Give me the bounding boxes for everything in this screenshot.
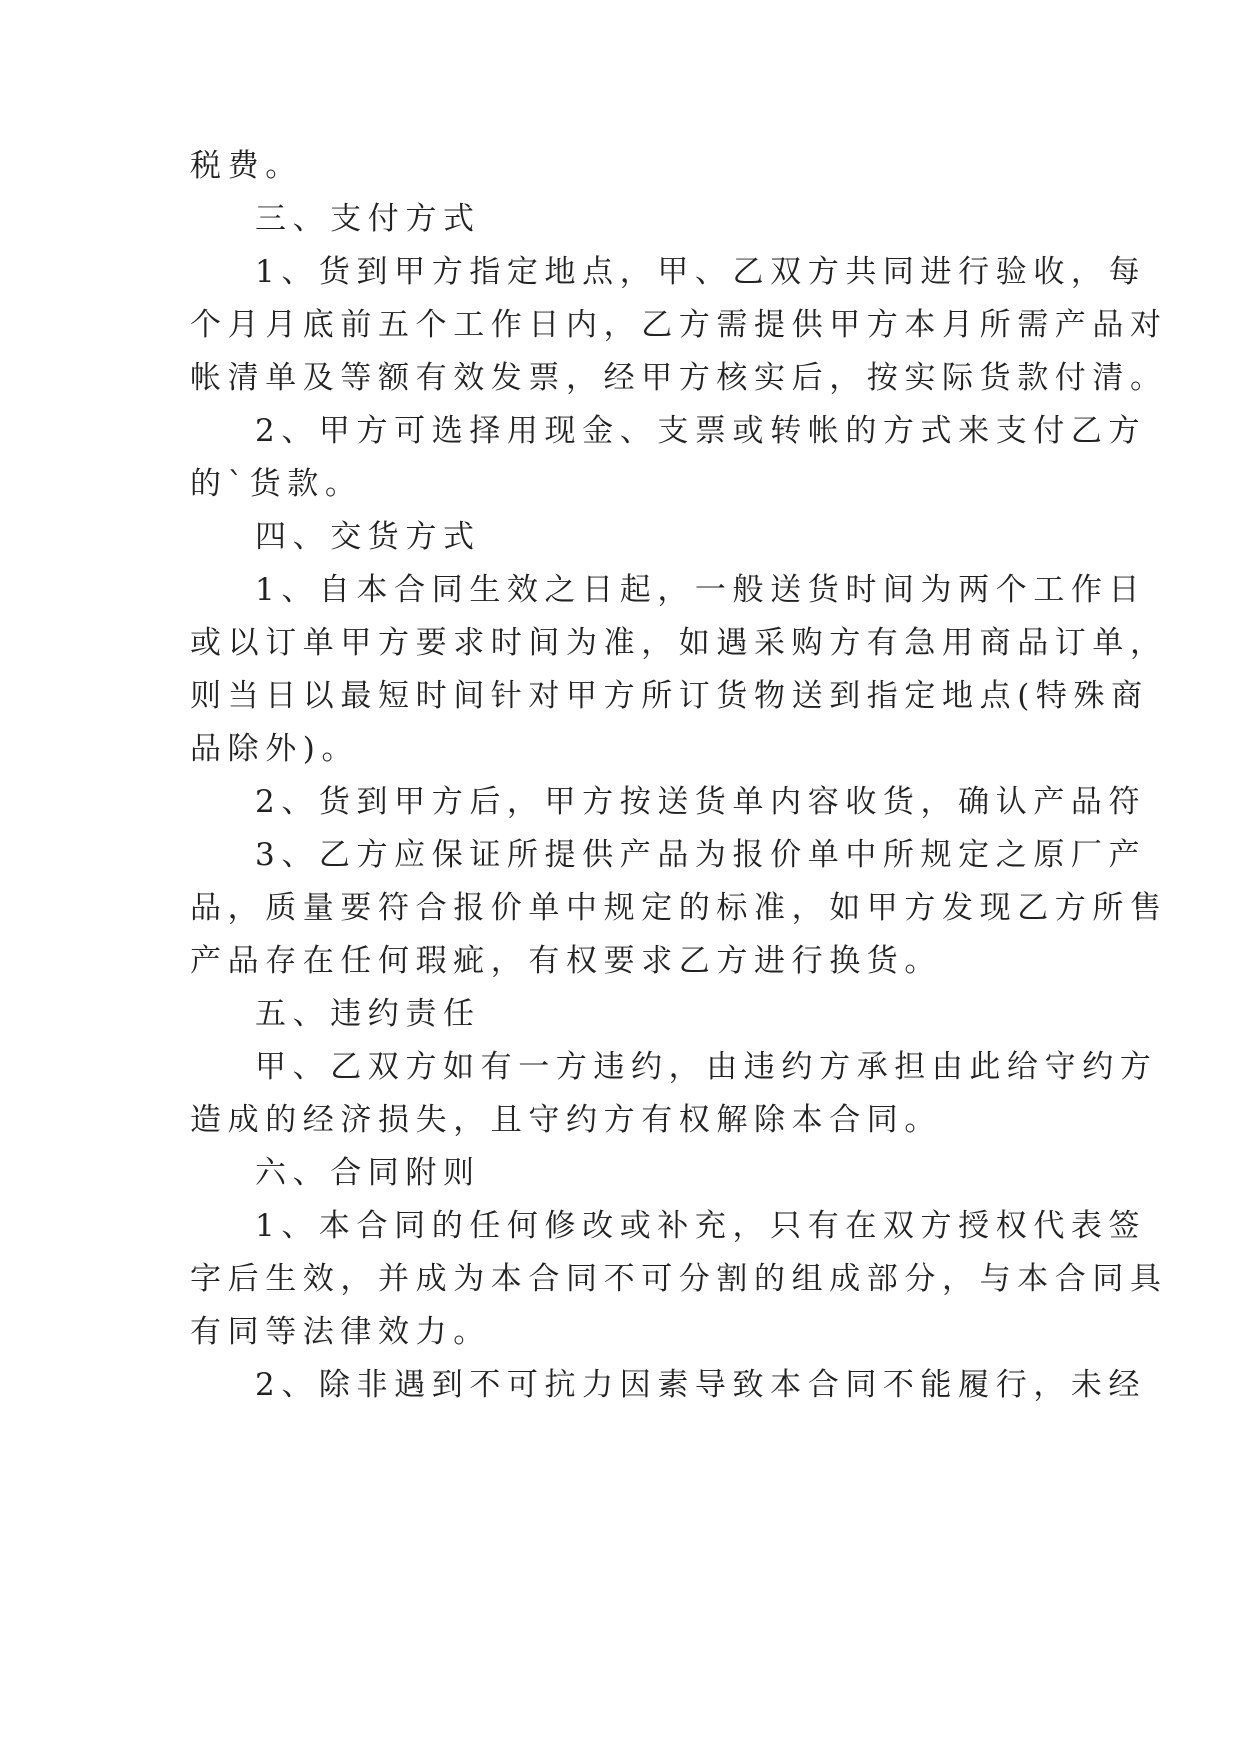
- section-heading: 四、交货方式: [255, 519, 481, 555]
- text-line: 或以订单甲方要求时间为准，如遇采购方有急用商品订单，: [190, 625, 1168, 661]
- section-heading: 三、支付方式: [255, 201, 481, 237]
- text-line: 1、货到甲方指定地点，甲、乙双方共同进行验收，每: [255, 254, 1147, 290]
- section-heading: 六、合同附则: [255, 1155, 481, 1191]
- section-heading: 五、违约责任: [255, 996, 481, 1032]
- text-line: 2、甲方可选择用现金、支票或转帐的方式来支付乙方: [255, 413, 1147, 449]
- text-line: 2、货到甲方后，甲方按送货单内容收货，确认产品符: [255, 784, 1147, 820]
- text-line: 有同等法律效力。: [190, 1314, 491, 1350]
- text-line: 的`货款。: [190, 466, 363, 502]
- text-line: 造成的经济损失，且守约方有权解除本合同。: [190, 1102, 942, 1138]
- text-line: 品除外)。: [190, 731, 360, 767]
- text-line: 1、本合同的任何修改或补充，只有在双方授权代表签: [255, 1208, 1147, 1244]
- text-line: 1、自本合同生效之日起，一般送货时间为两个工作日: [255, 572, 1147, 608]
- text-line: 3、乙方应保证所提供产品为报价单中所规定之原厂产: [255, 837, 1147, 873]
- text-line: 品，质量要符合报价单中规定的标准，如甲方发现乙方所售: [190, 890, 1168, 926]
- text-line: 甲、乙双方如有一方违约，由违约方承担由此给守约方: [255, 1049, 1158, 1085]
- text-line: 字后生效，并成为本合同不可分割的组成部分，与本合同具: [190, 1261, 1168, 1297]
- text-line: 产品存在任何瑕疵，有权要求乙方进行换货。: [190, 943, 942, 979]
- text-line: 个月月底前五个工作日内，乙方需提供甲方本月所需产品对: [190, 307, 1168, 343]
- text-line: 帐清单及等额有效发票，经甲方核实后，按实际货款付清。: [190, 360, 1168, 396]
- text-line: 税费。: [190, 148, 303, 184]
- text-line: 则当日以最短时间针对甲方所订货物送到指定地点(特殊商: [190, 678, 1149, 714]
- text-line: 2、除非遇到不可抗力因素导致本合同不能履行，未经: [255, 1367, 1147, 1403]
